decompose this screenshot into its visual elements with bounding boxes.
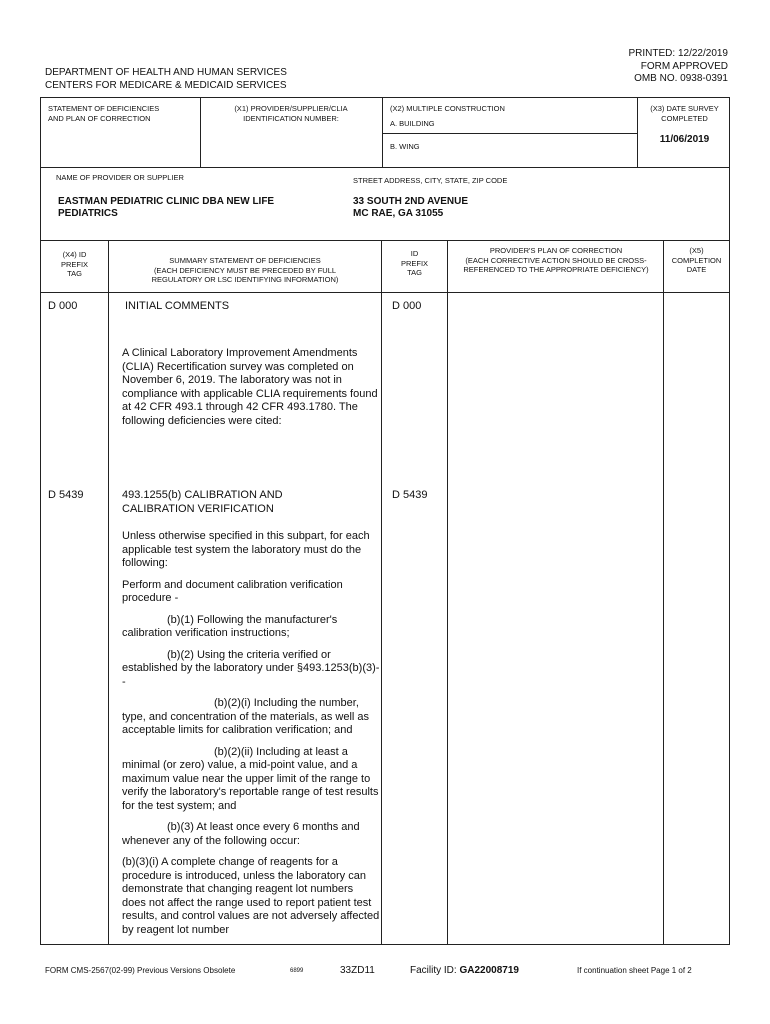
provider-address: 33 SOUTH 2ND AVENUE MC RAE, GA 31055 [353, 196, 469, 219]
tag-d5439: D 5439 [48, 489, 84, 501]
survey-date: 11/06/2019 [659, 134, 710, 145]
paragraph: Unless otherwise specified in this subpart, for each applicable test system the laboratory must do the following: [122, 530, 370, 569]
paragraph: (b)(2)(i) Including the number, type, and concentration of the materials, as well as acceptable limits for calibration verification; and [122, 697, 370, 736]
printed-date: PRINTED: 12/22/2019 [628, 48, 728, 59]
paragraph: (b)(2) Using the criteria verified or established by the laboratory under §493.1253(b)(3)-- [122, 648, 380, 688]
omb-number: OMB NO. 0938-0391 [634, 73, 728, 84]
statement-label: STATEMENT OF DEFICIENCIES AND PLAN OF CORRECTION [48, 104, 160, 123]
paragraph: (b)(3) At least once every 6 months and whenever any of the following occur: [122, 821, 360, 847]
facility-id-value: GA22008719 [459, 965, 519, 976]
d000-title: INITIAL COMMENTS [125, 300, 230, 312]
facility-id-label: Facility ID: [410, 965, 457, 976]
form-approved: FORM APPROVED [640, 60, 728, 72]
provider-name: EASTMAN PEDIATRIC CLINIC DBA NEW LIFE PEDIATRICS [58, 196, 275, 219]
id-col-header: ID PREFIX TAG [400, 249, 429, 277]
x5-col-header: (X5) COMPLETION DATE [671, 246, 722, 274]
d000-text: A Clinical Laboratory Improvement Amendments (CLIA) Recertification survey was completed on November 6, 2019. The laboratory was not in compliance with applicable CLIA requirements found at 42 CFR 493.1 through 42 CFR 493.1780. The following deficiencies were cited: [122, 347, 378, 427]
department-name: DEPARTMENT OF HEALTH AND HUMAN SERVICES [45, 67, 287, 78]
d5439-title: 493.1255(b) CALIBRATION AND CALIBRATION VERIFICATION [122, 489, 283, 515]
paragraph: Perform and document calibration verification procedure - [122, 578, 343, 604]
id-tag-d5439: D 5439 [392, 489, 428, 501]
x2-label: (X2) MULTIPLE CONSTRUCTION [390, 104, 505, 113]
agency-name: CENTERS FOR MEDICARE & MEDICAID SERVICES [45, 80, 287, 91]
form-number: FORM CMS-2567(02-99) Previous Versions Obsolete [45, 966, 236, 975]
paragraph: (b)(3)(i) A complete change of reagents for a procedure is introduced, unless the laboratory can demonstrate that changing reagent lot numbers does not affect the range used to report patient test results, and control values are not adversely affected by reagent lot number [122, 856, 380, 936]
tag-d000: D 000 [48, 300, 78, 312]
page-indicator: If continuation sheet Page 1 of 2 [577, 966, 692, 975]
x4-col-header: (X4) ID PREFIX TAG [60, 250, 89, 278]
building-label: A. BUILDING [390, 119, 435, 128]
survey-code: 33ZD11 [340, 965, 375, 976]
facility-id [410, 965, 519, 976]
x1-label: (X1) PROVIDER/SUPPLIER/CLIA IDENTIFICATION NUMBER: [234, 104, 348, 123]
summary-col-header: SUMMARY STATEMENT OF DEFICIENCIES (EACH DEFICIENCY MUST BE PRECEDED BY FULL REGULATORY OR LSC IDENTIFYING INFORMATION) [151, 256, 339, 284]
street-address-label: STREET ADDRESS, CITY, STATE, ZIP CODE [353, 176, 508, 185]
id-tag-d000: D 000 [392, 300, 422, 312]
paragraph: (b)(1) Following the manufacturer's calibration verification instructions; [122, 613, 338, 639]
paragraph: (b)(2)(ii) Including at least a minimal (or zero) value, a mid-point value, and a maximum value near the upper limit of the range to verify the laboratory's reportable range of test results for the test system; and [122, 745, 379, 812]
x3-label: (X3) DATE SURVEY COMPLETED [650, 104, 719, 123]
provider-name-label: NAME OF PROVIDER OR SUPPLIER [56, 173, 184, 182]
department-heading [45, 66, 287, 92]
print-info [520, 48, 728, 86]
d5439-text [122, 530, 380, 945]
wing-label: B. WING [390, 142, 420, 151]
event-id: 6899 [290, 968, 304, 974]
plan-col-header: PROVIDER'S PLAN OF CORRECTION (EACH CORRECTIVE ACTION SHOULD BE CROSS- REFERENCED TO THE APPROPRIATE DEFICIENCY) [463, 246, 649, 274]
